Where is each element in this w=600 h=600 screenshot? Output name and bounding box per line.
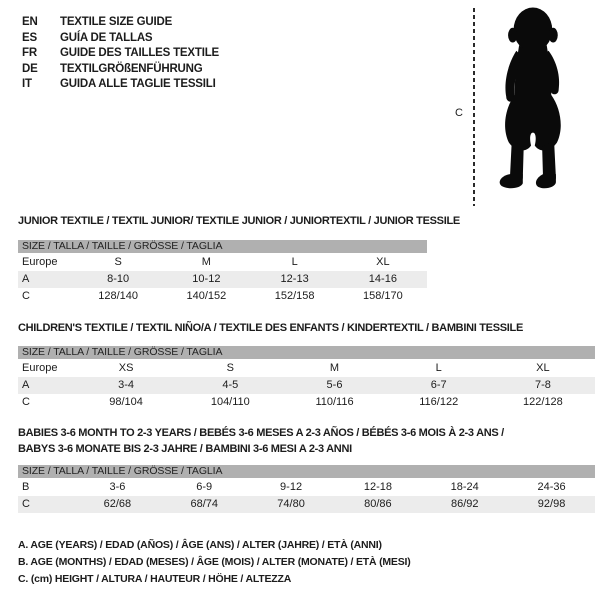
table-cell: 4-5 [222,379,239,391]
language-code: FR [22,47,37,59]
table-cell: 12-13 [280,273,309,285]
language-code: ES [22,31,37,44]
table-cell: 6-9 [196,481,213,493]
table-row [18,288,427,305]
table-cell: 14-16 [368,273,397,285]
table-cell: 140/152 [186,290,227,302]
row-label: C [22,396,30,408]
table-cell: 80/86 [364,498,392,510]
row-label: C [22,498,30,510]
table-row [18,496,595,513]
table-cell: 7-8 [534,379,551,391]
table-cell: 158/170 [362,290,403,302]
table-cell: 128/140 [98,290,138,302]
language-row [22,15,219,31]
table-cell: 10-12 [192,273,221,285]
table-cell: 98/104 [109,396,143,408]
table-row [18,271,427,288]
table-cell: S [114,256,122,268]
junior-table [18,240,427,305]
table-cell: 86/92 [450,498,479,510]
note-line: A. AGE (YEARS) / EDAD (AÑOS) / ÂGE (ANS) / ALTER (JAHRE) / ETÀ (ANNI) [18,539,382,551]
table-cell: 12-18 [363,481,392,493]
language-code: DE [22,62,38,75]
table-cell: 3-6 [109,481,126,493]
table-cell: M [201,256,211,268]
table-row [18,360,595,377]
language-row [22,46,219,62]
table-row [18,394,595,411]
language-title: GUIDA ALLE TAGLIE TESSILI [60,78,216,90]
row-label: B [22,481,30,493]
table-cell: XL [536,362,550,374]
table-cell: 68/74 [190,498,218,510]
row-label: A [22,273,30,285]
language-title: GUÍA DE TALLAS [60,31,153,44]
table-cell: XS [118,362,134,374]
note-line: B. AGE (MONTHS) / EDAD (MESES) / ÂGE (MOIS) / ALTER (MONATE) / ETÀ (MESI) [18,556,411,568]
language-row [22,31,219,47]
table-cell: 3-4 [118,379,135,391]
row-label: Europe [22,362,58,374]
table-cell: L [291,256,298,268]
height-measure-label: C [455,107,463,119]
table-cell: 18-24 [450,481,479,493]
language-row [22,77,219,93]
height-measure-dashed-line [473,8,475,206]
table-row [18,254,427,271]
junior-table-title [18,213,460,229]
language-code: IT [22,78,32,90]
table-title-line: BABIES 3-6 MONTH TO 2-3 YEARS / BEBÉS 3-6 MESES A 2-3 AÑOS / BÉBÉS 3-6 MOIS À 2-3 ANS / [18,427,504,439]
row-label: A [22,379,30,391]
language-title: GUIDE DES TAILLES TEXTILE [60,47,219,59]
table-cell: 104/110 [210,396,250,408]
note-line: C. (cm) HEIGHT / ALTURA / HAUTEUR / HÖHE / ALTEZZA [18,573,292,585]
size-header-band: SIZE / TALLA / TAILLE / GRÖSSE / TAGLIA [18,346,595,359]
language-header [22,15,219,93]
row-label: C [22,290,30,302]
size-header-band: SIZE / TALLA / TAILLE / GRÖSSE / TAGLIA [18,240,427,253]
language-row [22,62,219,78]
table-cell: 92/98 [537,498,566,510]
table-cell: 5-6 [326,379,343,391]
babies-table [18,465,595,513]
language-title: TEXTILGRÖßENFÜHRUNG [60,62,203,75]
table-title-line: JUNIOR TEXTILE / TEXTIL JUNIOR/ TEXTILE JUNIOR / JUNIORTEXTIL / JUNIOR TESSILE [18,215,460,227]
table-cell: 74/80 [277,498,305,510]
language-title: TEXTILE SIZE GUIDE [60,16,173,28]
language-code: EN [22,16,38,28]
table-row [18,479,595,496]
row-label: Europe [22,256,58,268]
table-cell: 152/158 [274,290,315,302]
table-cell: 122/128 [523,396,563,408]
table-cell: 8-10 [107,273,130,285]
table-cell: L [435,362,442,374]
table-cell: 9-12 [280,481,303,493]
table-cell: 6-7 [430,379,447,391]
baby-toddler-silhouette-icon [486,4,578,208]
table-cell: S [226,362,234,374]
table-cell: M [329,362,340,374]
table-cell: XL [376,256,390,268]
children-table-title [18,320,523,336]
table-cell: 24-36 [537,481,566,493]
size-header-band: SIZE / TALLA / TAILLE / GRÖSSE / TAGLIA [18,465,595,478]
table-title-line: BABYS 3-6 MONATE BIS 2-3 JAHRE / BAMBINI 3-6 MESI A 2-3 ANNI [18,443,352,455]
table-cell: 116/122 [419,396,459,408]
children-table [18,346,595,411]
table-title-line: CHILDREN'S TEXTILE / TEXTIL NIÑO/A / TEXTILE DES ENFANTS / KINDERTEXTIL / BAMBINI TESSILE [18,322,523,334]
legend-notes [18,537,411,588]
table-cell: 110/116 [315,396,354,408]
table-row [18,377,595,394]
babies-table-title [18,425,504,457]
table-cell: 62/68 [103,498,132,510]
